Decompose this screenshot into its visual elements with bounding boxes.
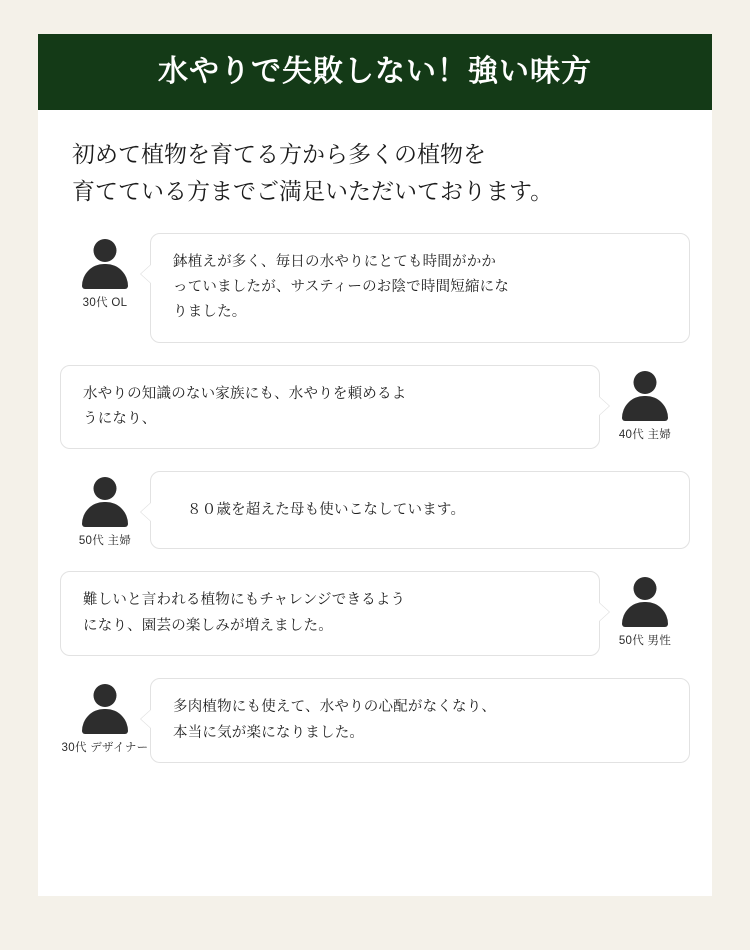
avatar-block xyxy=(60,233,150,310)
person-label: 40代 主婦 xyxy=(618,428,672,441)
avatar-block xyxy=(60,471,150,548)
lead-line-2: 育てている方までご満足いただいております。 xyxy=(72,178,554,205)
testimonial-bubble xyxy=(60,571,600,656)
testimonial-item xyxy=(60,233,690,343)
person-icon xyxy=(79,239,131,289)
person-icon xyxy=(79,684,131,734)
testimonial-line: ８０歳を超えた母も使いこなしています。 xyxy=(187,501,466,518)
testimonial-line: っていましたが、サスティーのお陰で時間短縮にな xyxy=(173,278,510,295)
testimonial-line: 多肉植物にも使えて、水やりの心配がなくなり、 xyxy=(173,699,497,716)
testimonial-item xyxy=(60,365,690,450)
testimonial-line: りました。 xyxy=(173,304,247,321)
person-icon-head xyxy=(94,239,117,262)
person-icon-head xyxy=(94,477,117,500)
testimonial-bubble xyxy=(150,233,690,343)
person-icon xyxy=(619,371,671,421)
person-icon-head xyxy=(634,577,657,600)
person-label: 50代 主婦 xyxy=(78,535,132,548)
person-icon xyxy=(79,477,131,527)
content-card xyxy=(38,34,712,896)
testimonial-list xyxy=(38,233,712,763)
person-icon-body xyxy=(622,396,668,421)
page-title: 水やりで失敗しない！強い味方 xyxy=(158,55,592,88)
person-icon-body xyxy=(622,602,668,627)
person-label: 50代 男性 xyxy=(618,635,672,648)
testimonial-bubble xyxy=(150,471,690,549)
testimonial-line: 難しいと言われる植物にもチャレンジできるよう xyxy=(83,592,406,609)
lead-paragraph xyxy=(38,136,712,211)
avatar-block xyxy=(600,365,690,442)
testimonial-item xyxy=(60,471,690,549)
avatar-block xyxy=(600,571,690,648)
lead-line-1: 初めて植物を育てる方から多くの植物を xyxy=(72,141,486,167)
testimonial-item xyxy=(60,678,690,763)
avatar-block xyxy=(60,678,150,755)
person-label: 30代 OL xyxy=(82,296,128,309)
person-icon-head xyxy=(94,684,117,707)
testimonial-line: うになり、 xyxy=(83,411,157,427)
testimonial-bubble xyxy=(60,365,600,450)
person-icon-body xyxy=(82,709,128,734)
person-icon xyxy=(619,577,671,627)
header-banner xyxy=(38,34,712,110)
person-label: 30代 デザイナー xyxy=(61,742,149,755)
person-icon-head xyxy=(634,371,657,394)
testimonial-item xyxy=(60,571,690,656)
testimonial-line: 鉢植えが多く、毎日の水やりにとても時間がかか xyxy=(173,253,497,270)
testimonial-line: になり、園芸の楽しみが増えました。 xyxy=(83,617,333,634)
testimonial-line: 本当に気が楽になりました。 xyxy=(173,724,365,741)
testimonial-bubble xyxy=(150,678,690,763)
person-icon-body xyxy=(82,264,128,289)
person-icon-body xyxy=(82,502,128,527)
testimonial-line: 水やりの知識のない家族にも、水やりを頼めるよ xyxy=(83,385,407,402)
